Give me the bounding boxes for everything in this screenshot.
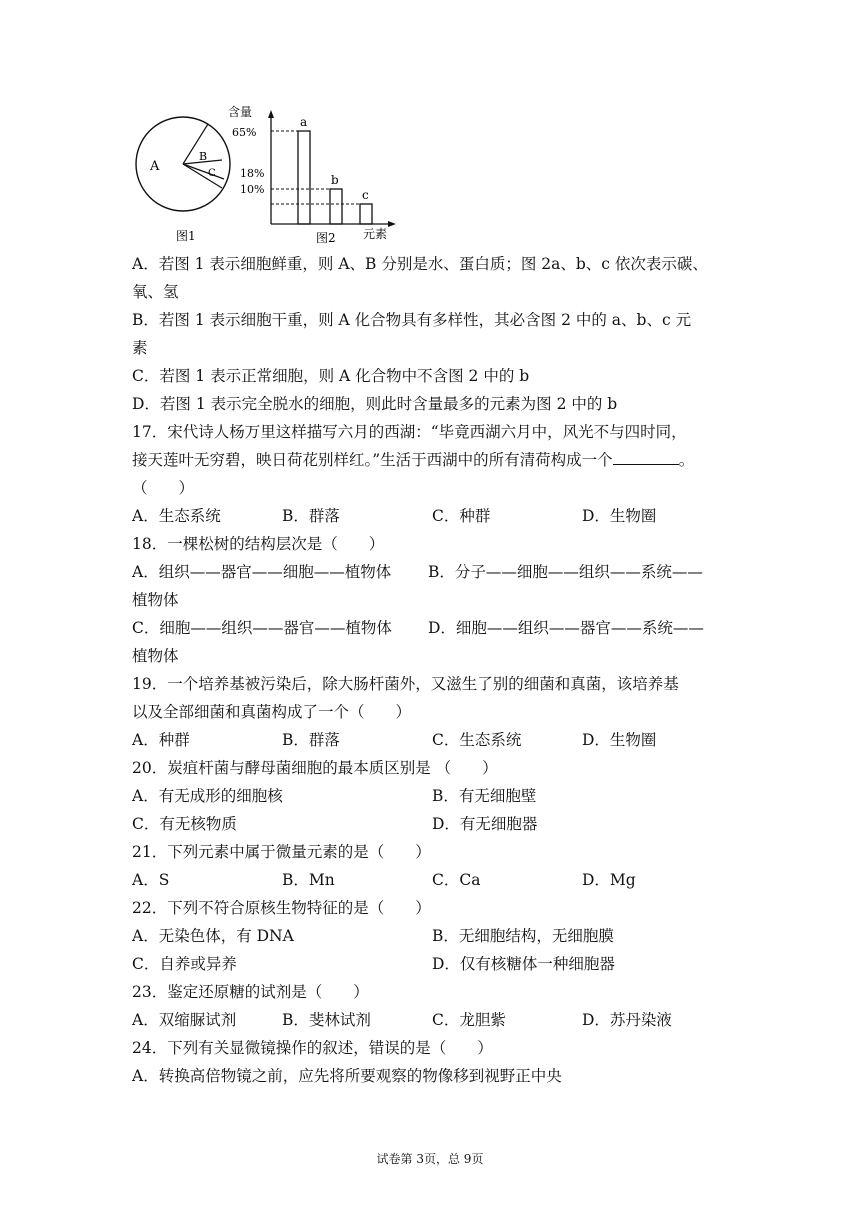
q17-stem-line1: 17．宋代诗人杨万里这样描写六月的西湖：“毕竟西湖六月中，风光不与四时同， <box>132 423 687 441</box>
q21-option-b: B．Mn <box>282 871 335 889</box>
fig2-xlabel: 元素 <box>363 227 388 241</box>
fig2-tick-10: 10% <box>240 183 265 196</box>
q19-stem-line2: 以及全部细菌和真菌构成了一个（ ） <box>132 703 412 721</box>
q23-option-c: C．龙胆紫 <box>432 1011 506 1029</box>
q23-options <box>132 1006 732 1034</box>
q20-option-d: D．有无细胞器 <box>432 815 538 833</box>
q23-option-a: A．双缩脲试剂 <box>132 1011 237 1029</box>
q18-option-d-line1: D．细胞——组织——器官——系统—— <box>428 619 704 637</box>
fig2-bar-label-a: a <box>300 115 308 129</box>
q18-option-b-line1: B．分子——细胞——组织——系统—— <box>428 563 703 581</box>
q20-option-c: C．有无核物质 <box>132 815 237 833</box>
q22-options-cd <box>132 950 732 978</box>
q18-option-c: C．细胞——组织——器官——植物体 <box>132 619 392 637</box>
pie-label-c: C <box>208 168 216 179</box>
q20-options-ab <box>132 782 732 810</box>
q19-option-c: C．生态系统 <box>432 731 522 749</box>
pie-label-a: A <box>150 159 160 174</box>
q18-stem: 18．一棵松树的结构层次是（ ） <box>132 535 385 553</box>
q20-stem: 20．炭疽杆菌与酵母菌细胞的最本质区别是 （ ） <box>132 759 498 777</box>
q20-options-cd <box>132 810 732 838</box>
question-content <box>132 250 732 1090</box>
q18-options-ab <box>132 558 732 586</box>
figure-1-pie <box>136 117 230 243</box>
q17-option-d: D．生物圈 <box>582 507 657 525</box>
fig2-bar-label-c: c <box>362 188 369 202</box>
q17-option-a: A．生态系统 <box>132 507 221 525</box>
q17-stem-line3: （ ） <box>132 479 195 497</box>
q20-option-b: B．有无细胞壁 <box>432 787 537 805</box>
figure-2-caption: 图2 <box>316 231 336 245</box>
fig2-bar-b <box>330 189 342 224</box>
q17-stem-text: 接天莲叶无穷碧，映日荷花别样红。”生活于西湖中的所有清荷构成一个 <box>132 451 613 469</box>
q20-option-a: A．有无成形的细胞核 <box>132 787 283 805</box>
q21-option-c: C．Ca <box>432 871 481 889</box>
q16-option-b-line2: 素 <box>132 339 148 357</box>
q17-stem-line2 <box>132 446 732 474</box>
q19-options <box>132 726 732 754</box>
q22-option-c: C．自养或异养 <box>132 955 237 973</box>
q21-stem: 21．下列元素中属于微量元素的是（ ） <box>132 843 431 861</box>
q23-option-b: B．斐林试剂 <box>282 1011 371 1029</box>
answer-blank <box>613 446 679 465</box>
q16-option-b-line1: B．若图 1 表示细胞干重，则 A 化合物具有多样性，其必含图 2 中的 a、b、c 元 <box>132 311 692 329</box>
q22-option-a: A．无染色体，有 DNA <box>132 927 294 945</box>
q16-option-a-line2: 氧、氢 <box>132 283 179 301</box>
q16-option-a-line1: A．若图 1 表示细胞鲜重，则 A、B 分别是水、蛋白质；图 2a、b、c 依次表示碳、 <box>132 255 708 273</box>
page-footer: 试卷第 3页，总 9页 <box>376 1152 484 1166</box>
q19-stem-line1: 19．一个培养基被污染后，除大肠杆菌外，又滋生了别的细菌和真菌，该培养基 <box>132 675 679 693</box>
q18-option-d-line2: 植物体 <box>132 647 179 665</box>
figure-2-bar-chart <box>228 105 396 245</box>
fig2-ylabel: 含量 <box>228 105 253 119</box>
q19-option-d: D．生物圈 <box>582 731 657 749</box>
q21-options <box>132 866 732 894</box>
figure-area <box>128 100 418 250</box>
q17-option-b: B．群落 <box>282 507 340 525</box>
q16-option-c: C．若图 1 表示正常细胞，则 A 化合物中不含图 2 中的 b <box>132 367 530 385</box>
q18-option-a: A．组织——器官——细胞——植物体 <box>132 563 392 581</box>
q22-option-b: B．无细胞结构，无细胞膜 <box>432 927 614 945</box>
q24-option-a: A．转换高倍物镜之前，应先将所要观察的物像移到视野正中央 <box>132 1067 562 1085</box>
q19-option-b: B．群落 <box>282 731 340 749</box>
figures-svg <box>128 100 418 250</box>
q23-stem: 23．鉴定还原糖的试剂是（ ） <box>132 983 369 1001</box>
q17-stem-end: 。 <box>678 451 695 469</box>
fig2-bar-a <box>298 131 310 224</box>
fig2-bar-c <box>360 204 372 224</box>
fig2-bar-label-b: b <box>331 173 339 187</box>
q21-option-a: A．S <box>132 871 170 889</box>
fig2-tick-18: 18% <box>240 167 265 180</box>
q18-option-b-line2: 植物体 <box>132 591 179 609</box>
q24-stem: 24．下列有关显微镜操作的叙述，错误的是（ ） <box>132 1039 493 1057</box>
q22-option-d: D．仅有核糖体一种细胞器 <box>432 955 615 973</box>
q17-options <box>132 502 732 530</box>
q17-option-c: C．种群 <box>432 507 491 525</box>
q22-stem: 22．下列不符合原核生物特征的是（ ） <box>132 899 431 917</box>
q18-options-cd <box>132 614 732 642</box>
figure-1-caption: 图1 <box>176 229 196 243</box>
q16-option-d: D．若图 1 表示完全脱水的细胞，则此时含量最多的元素为图 2 中的 b <box>132 395 618 413</box>
q19-option-a: A．种群 <box>132 731 190 749</box>
q22-options-ab <box>132 922 732 950</box>
q21-option-d: D．Mg <box>582 871 636 889</box>
pie-label-b: B <box>199 150 208 163</box>
fig2-tick-65: 65% <box>232 126 257 139</box>
q23-option-d: D．苏丹染液 <box>582 1011 672 1029</box>
